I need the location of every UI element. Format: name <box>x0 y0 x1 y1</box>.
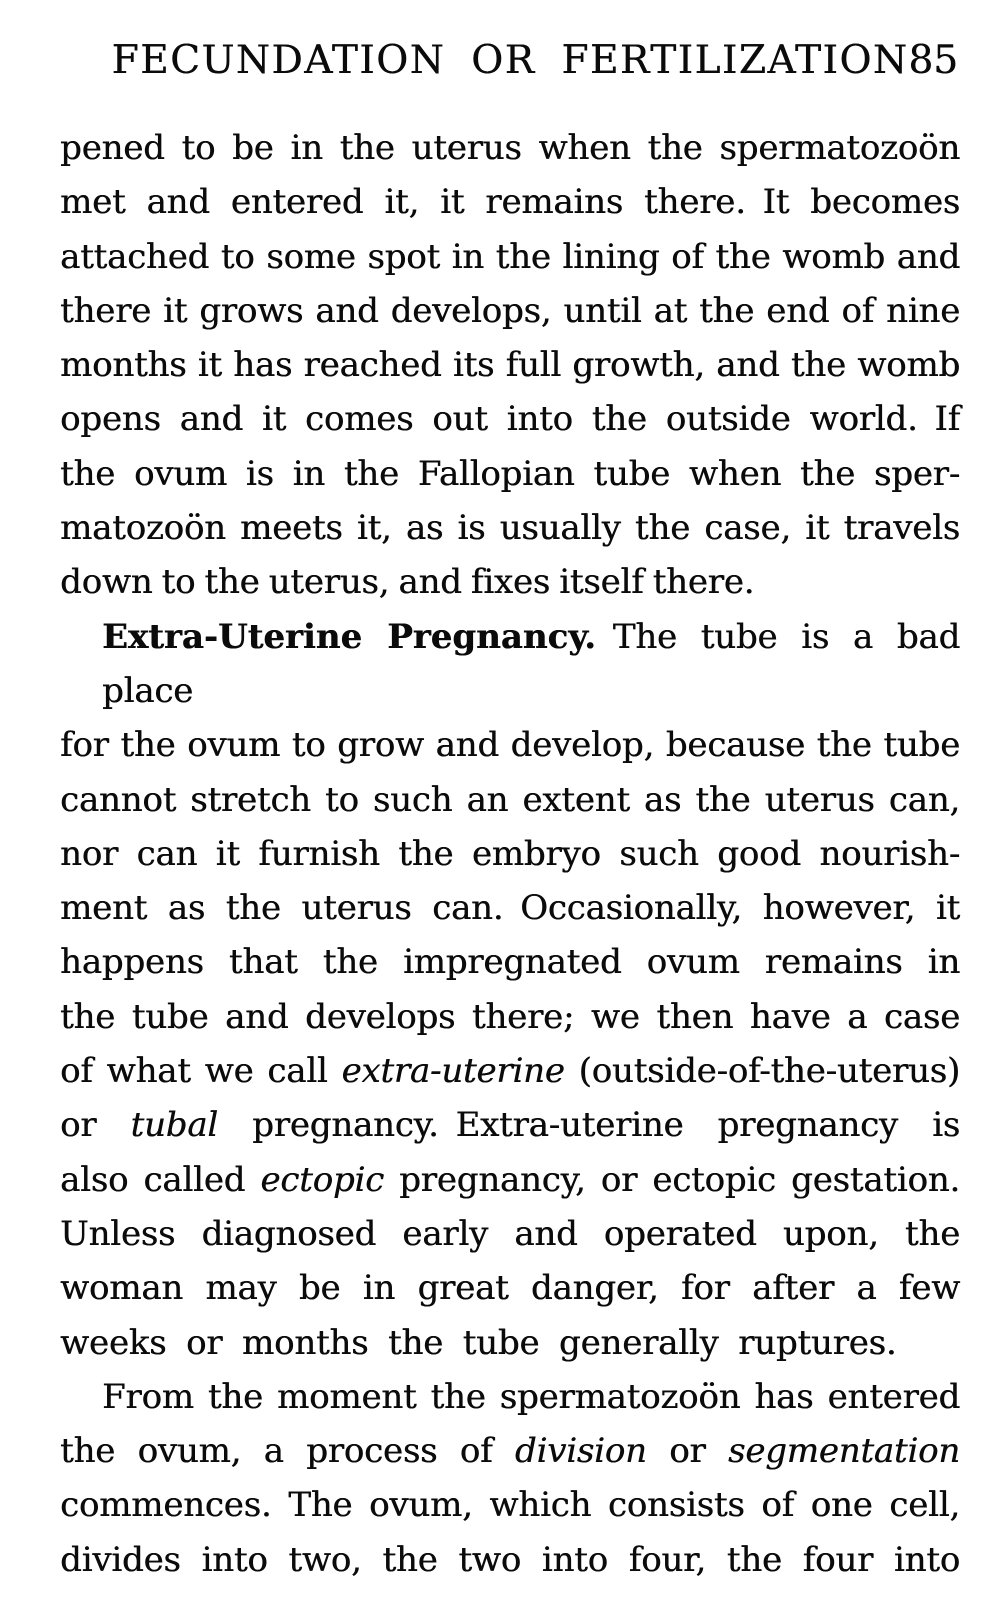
text-segment: met and entered it, it remains there. It becomes <box>60 182 960 223</box>
text-segment: also called <box>60 1159 261 1200</box>
text-line <box>60 555 960 609</box>
text-segment: matozoön meets it, as is usually the case, it travels <box>60 508 960 549</box>
text-line <box>60 1478 960 1532</box>
text-segment: or <box>60 1105 131 1146</box>
text-segment: (outside-of-the-uterus) <box>564 1051 960 1092</box>
text-segment: the tube and develops there; we then have a case <box>60 996 960 1037</box>
text-segment: ment as the uterus can. Occasionally, however, it <box>60 888 960 929</box>
running-head-title: FECUNDATION OR FERTILIZATION <box>111 38 909 83</box>
text-line <box>60 990 960 1044</box>
text-line <box>60 1424 960 1478</box>
text-segment: the ovum, a process of <box>60 1431 515 1472</box>
text-segment: divides into two, the two into four, the four into <box>60 1539 960 1580</box>
italic-text-segment: ectopic <box>260 1159 384 1200</box>
text-segment: nor can it furnish the embryo such good nourish- <box>60 833 960 874</box>
text-line <box>60 338 960 392</box>
text-segment: down to the uterus, and fixes itself there. <box>60 562 755 603</box>
text-segment: for the ovum to grow and develop, because the tube <box>60 725 960 766</box>
italic-text-segment: division <box>514 1431 647 1472</box>
text-line <box>60 1261 960 1315</box>
text-segment: months it has reached its full growth, and the womb <box>60 345 960 386</box>
text-line <box>60 881 960 935</box>
text-line <box>60 121 960 175</box>
text-line <box>60 610 960 719</box>
text-segment: pened to be in the uterus when the spermatozoön <box>60 128 960 168</box>
text-segment: attached to some spot in the lining of the womb and <box>60 236 960 277</box>
text-segment: happens that the impregnated ovum remains in <box>60 942 960 983</box>
page-number: 85 <box>908 38 958 83</box>
text-segment: pregnancy. Extra-uterine pregnancy is <box>217 1105 960 1146</box>
text-segment: The tube is a bad place <box>102 616 961 711</box>
italic-text-segment: extra-uterine <box>341 1051 565 1092</box>
italic-text-segment: tubal <box>130 1105 218 1146</box>
text-line <box>60 718 960 772</box>
text-line <box>60 230 960 284</box>
text-line <box>60 827 960 881</box>
text-line <box>60 1316 960 1370</box>
text-segment: of what we call <box>60 1051 342 1092</box>
text-line <box>60 1098 960 1152</box>
text-segment: there it grows and develops, until at the end of nine <box>60 290 960 331</box>
page-body <box>60 121 960 1587</box>
text-line <box>60 284 960 338</box>
text-line <box>60 1370 960 1424</box>
text-segment: woman may be in great danger, for after a few <box>60 1268 960 1309</box>
text-segment: Unless diagnosed early and operated upon, the <box>60 1213 960 1254</box>
bold-text-segment: Extra-Uterine Pregnancy. <box>102 616 596 657</box>
text-segment: opens and it comes out into the outside world. If <box>60 399 960 440</box>
text-segment: the ovum is in the Fallopian tube when the sper- <box>60 453 960 494</box>
running-head <box>60 38 960 88</box>
text-segment: cannot stretch to such an extent as the uterus can, <box>60 779 960 820</box>
text-line <box>60 1207 960 1261</box>
text-line <box>60 175 960 229</box>
text-line <box>60 1153 960 1207</box>
text-line <box>60 447 960 501</box>
text-line <box>60 1044 960 1098</box>
text-line <box>60 501 960 555</box>
text-line <box>60 1533 960 1587</box>
text-segment: or <box>646 1431 728 1472</box>
text-segment: weeks or months the tube generally ruptures. <box>60 1322 897 1363</box>
text-line <box>60 773 960 827</box>
text-line <box>60 392 960 446</box>
text-segment: From the moment the spermatozoön has entered <box>102 1376 960 1417</box>
text-segment: commences. The ovum, which consists of one cell, <box>60 1485 960 1526</box>
text-segment: pregnancy, or ectopic gestation. <box>383 1159 960 1200</box>
text-line <box>60 935 960 989</box>
italic-text-segment: segmentation <box>727 1431 960 1472</box>
